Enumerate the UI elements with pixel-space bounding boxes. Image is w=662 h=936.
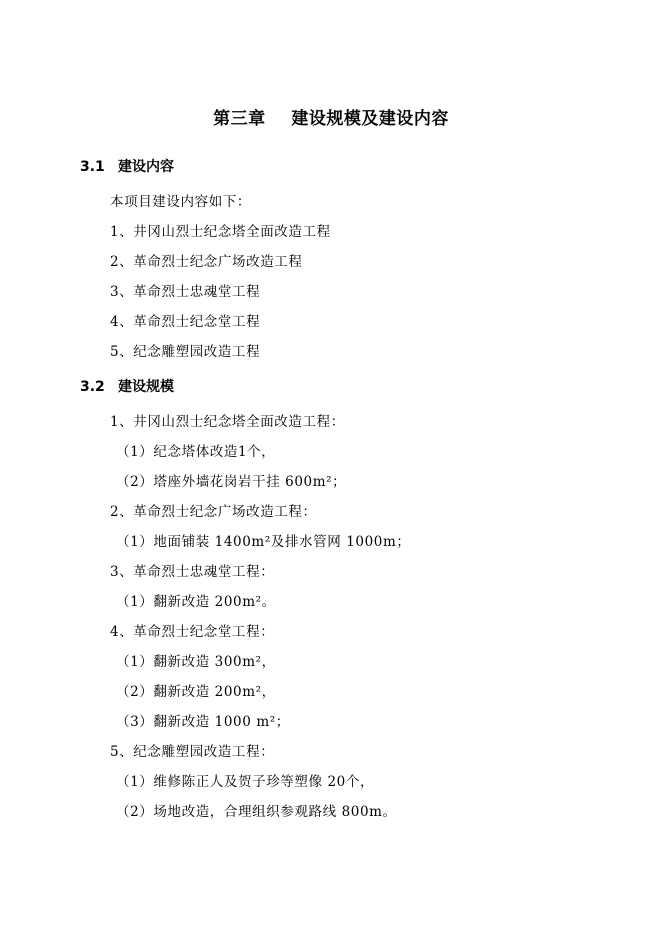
list-item: 1、井冈山烈士纪念塔全面改造工程 <box>110 224 331 240</box>
list-item: 3、革命烈士忠魂堂工程： <box>110 564 275 580</box>
list-item: （1）地面铺装 1400m²及排水管网 1000m； <box>116 534 411 550</box>
section-intro: 本项目建设内容如下： <box>110 194 251 210</box>
section-heading-3-1 <box>80 156 174 176</box>
list-item: （1）翻新改造 300m²， <box>116 654 276 670</box>
list-item: 5、纪念雕塑园改造工程 <box>110 344 261 360</box>
list-item: 5、纪念雕塑园改造工程： <box>110 744 275 760</box>
section-title: 建设内容 <box>118 159 174 175</box>
list-item: （2）场地改造，合理组织参观路线 800m。 <box>116 804 397 820</box>
list-item: （2）塔座外墙花岗岩干挂 600m²； <box>116 474 347 490</box>
chapter-title: 第三章 建设规模及建设内容 <box>213 109 449 129</box>
list-item: （1）翻新改造 200m²。 <box>116 594 276 610</box>
list-item: （3）翻新改造 1000 m²； <box>116 714 290 730</box>
list-item: （1）维修陈正人及贺子珍等塑像 20个， <box>116 774 375 790</box>
list-item: 2、革命烈士纪念广场改造工程 <box>110 254 303 270</box>
list-item: 3、革命烈士忠魂堂工程 <box>110 284 261 300</box>
section-title: 建设规模 <box>118 379 174 395</box>
list-item: 2、革命烈士纪念广场改造工程： <box>110 504 317 520</box>
list-item: （1）纪念塔体改造1个， <box>116 444 276 460</box>
list-item: 4、革命烈士纪念堂工程 <box>110 314 261 330</box>
list-item: 1、井冈山烈士纪念塔全面改造工程： <box>110 414 345 430</box>
section-number: 3.2 <box>80 379 105 395</box>
section-number: 3.1 <box>80 159 105 175</box>
list-item: （2）翻新改造 200m²， <box>116 684 276 700</box>
list-item: 4、革命烈士纪念堂工程： <box>110 624 275 640</box>
section-heading-3-2 <box>80 376 174 396</box>
